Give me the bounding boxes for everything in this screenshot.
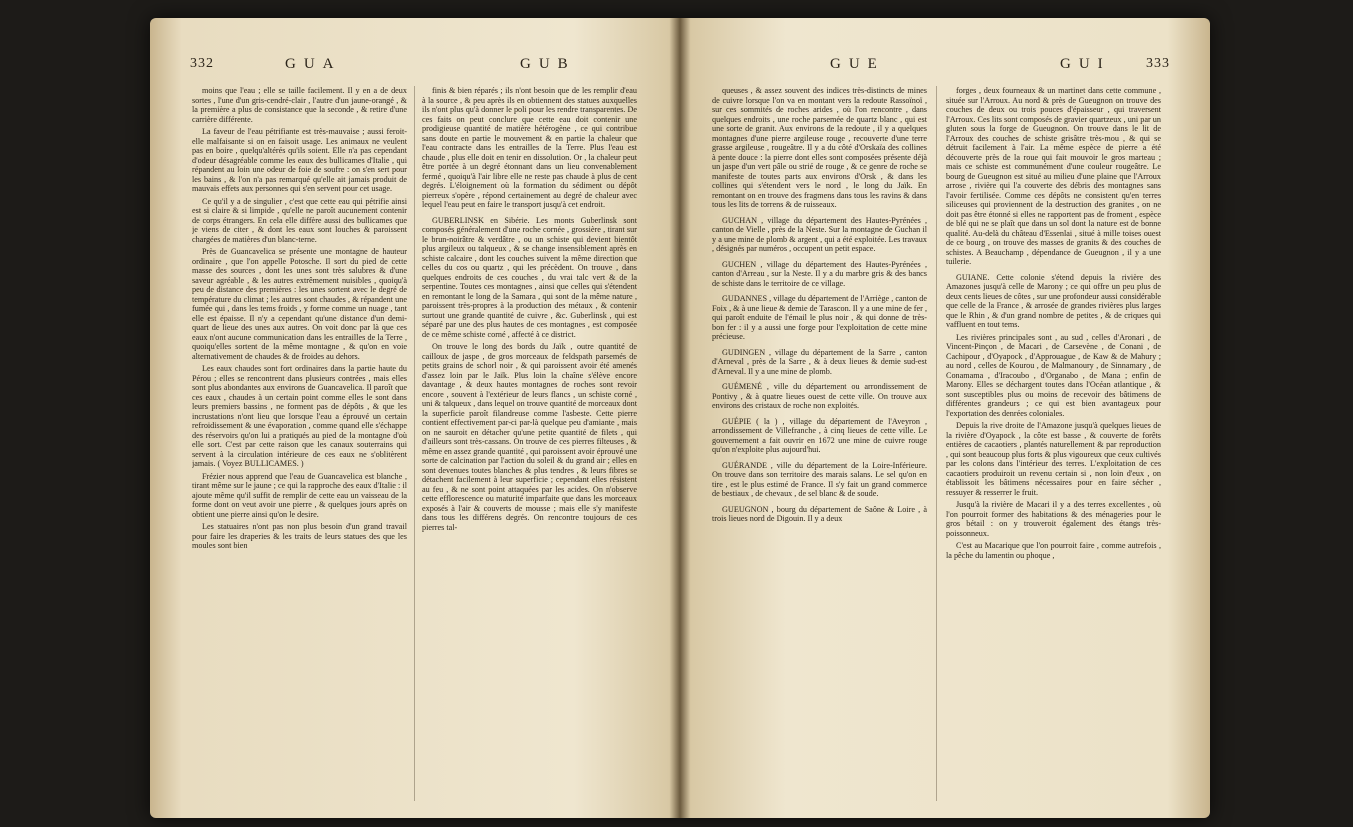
paragraph: La faveur de l'eau pétrifiante est très-mauvaise ; aussi feroit-elle malfaisante si on en faisoit usage. Les animaux ne veulent pas en boire , quelqu'altérés qu'ils soient. Elle n'a pas cependant d'odeur désagréable comme les eaux des bullicames d'Italie , qui répandent au loin une odeur de foie de soufre : on s'en sert pour les bains , & l'on n'a pas remarqué qu'elle ait jamais produit de mauvais effets aux personnes qui s'en servent pour cet usage.	[192, 127, 407, 193]
entry-gueugnon: GUEUGNON , bourg du département de Saône & Loire , à trois lieues nord de Digouin. Il y a deux	[712, 504, 927, 523]
running-head-gua: GUA	[285, 56, 342, 72]
entry-guiane: GUIANE. Cette colonie s'étend depuis la rivière des Amazones jusqu'à celle de Marony ; ce qui offre un peu plus de deux cents lieues de côtes , sur une profondeur aussi considérable que celle de la France , & arrosée de grandes rivières plus larges que le Rhin , & d'un grand nombre de petites , & de criques qui vaffluent en tout tems.	[946, 272, 1161, 329]
left-page-column-1	[192, 86, 407, 806]
entry-gudingen: GUDINGEN , village du département de la Sarre , canton d'Arneval , près de la Sarre , & à deux lieues & demie sud-est d'Arneval. Il y a une mine de plomb.	[712, 347, 927, 376]
paragraph: Les statuaires n'ont pas non plus besoin d'un grand travail pour faire les draperies & les traits de leurs statues des que les moules sont bien	[192, 522, 407, 550]
right-page-header	[720, 56, 1170, 80]
entry-guepie: GUÉPIE ( la ) , village du département de l'Aveyron , arrondissement de Villefranche , à cinq lieues de cette ville. Le gouvernement a fait ouvrir en 1672 une mine de cuivre rouge qu'on n'exploite plus aujourd'hui.	[712, 416, 927, 454]
paragraph: finis & bien réparés ; ils n'ont besoin que de les remplir d'eau à la source , & peu après ils en obtiennent des statues auxquelles ils n'ont plus qu'à donner le poli pour les rendre transparentes. De ces faits on peut conclure que cette eau doit contenir une prodigieuse quantité de matière hétérogène , ce qui contribue sans doute en partie le mouvement & en partie la chaleur que l'eau contracte dans les entrailles de la Terre. Plus l'eau est chaude , plus elle doit en tenir en dissolution. Or , la chaleur peut être portée à un degré étonnant dans un lieu convenablement fermé , quoiqu'à l'air libre elle ne reste pas chaude à plus de cent degrés. L'éloignement où la formation du sédiment ou dépôt pierreux s'opère , répond certainement au degré de chaleur avec lequel l'eau peut en faire le transport jusqu'à cet endroit.	[422, 86, 637, 209]
paragraph: queuses , & assez souvent des indices très-distincts de mines de cuivre lorsque l'on va en montant vers la redoute Rassoïnoï , sur ces sommités de roches arides , où l'on rencontre , dans quelques endroits , une roche parsemée de quartz blanc , qui est une sorte de granit. Aux environs de la redoute , il y a quelques montagnes d'une pierre argileuse rouge , recouverte d'une terre grasse argileuse , rougeâtre. Il y a du côté d'Orskaïa des collines à pente douce : la pierre dont elles sont composées présente déjà un jaspe d'un vert pâle ou strié de rouge , & ce genre de roche se manifeste de toutes parts aux environs d'Orsk , & dans les collines qui s'étendent vers le nord , le long du Jaïk. En remontant on en trouve des fragmens dans tous les ravins & dans tous les lits de torrens & de ruisseaux.	[712, 86, 927, 209]
paragraph: Depuis la rive droite de l'Amazone jusqu'à quelques lieues de la rivière d'Oyapock , la côte est basse , & couverte de forêts entières de cacaotiers , plantés naturellement & par reproduction , qui sont beaucoup plus forts & plus vigoureux que ceux cultivés par les colons dans l'intérieur des terres. L'exploitation de ces cacaotiers produiroit un revenu certain si , non loin d'eux , on établissoit les bâtimens nécessaires pour en faire sécher , ressuyer & resserrer le fruit.	[946, 421, 1161, 497]
right-page	[680, 18, 1210, 818]
paragraph: Les eaux chaudes sont fort ordinaires dans la partie haute du Pérou ; elles se rencontrent dans plusieurs contrées , mais elles sont plus abondantes aux environs de Guancavelica. Il paroît que ces eaux , chaudes à un certain point comme elles le sont dans leurs premiers bassins , ne forment pas de dépôts , & que les incrustations n'ont lieu que lorsque l'eau a éprouvé un certain refroidissement & une évaporation , comme quand elle s'échappe des réservoirs qu'on lui a pratiqués au pied de la montagne d'où elle sort. C'est par cette raison que les canaux souterrains qui servent à la circulation intérieure de ces eaux ne s'oblitèrent jamais. ( Voyez BULLICAMES. )	[192, 364, 407, 468]
paragraph: Près de Guancavelica se présente une montagne de hauteur ordinaire , que l'on appelle Potosche. Il sort du pied de cette masse des sources , dont les unes sont très salubres & d'une saveur agréable , & les autres extrêmement nuisibles , quoiqu'à peu de distance des premières : les unes sortent avec le degré de température du climat ; les autres sont chaudes , & répandent une fumée qui , dans les tems froids , y forme comme un nuage , tant elle est épaisse. Il n'y a cependant qu'une distance d'un demi-quart de lieue des unes aux autres. On voit donc par là que ces eaux n'ont aucune communication dans les entrailles de la Terre , quoiqu'elles sortent de la même montagne , & qu'on en voie alternativement de chaudes & de froides au dehors.	[192, 247, 407, 361]
running-head-gub: GUB	[520, 56, 576, 72]
entry-gudannes: GUDANNES , village du département de l'Arriège , canton de Foix , & à une lieue & demie de Tarascon. Il y a une mine de fer , qui paroît enduite de l'émail le plus noir , & qui donne de très-bon fer : il y a aussi une forge pour l'exploitation de cette mine précieuse.	[712, 294, 927, 341]
open-book	[150, 18, 1210, 818]
page-number-right: 333	[1146, 56, 1170, 71]
paragraph: forges , deux fourneaux & un martinet dans cette commune , située sur l'Arroux. Au nord & près de Gueugnon on trouve des couches de deux ou trois pouces d'épaisseur , qui traversent l'Arroux. Ces lits sont composés de gravier quartzeux , uni par un gluten sous la forge de Gueugnon. On trouve dans le lit de l'Arroux des couches de schiste grisâtre très-mou , & qui se détruit facilement à l'air. La même espèce de pierre a été découverte près de la roue qui fait mouvoir le gros marteau ; mais ce schiste est communément d'une couleur rougeâtre. Le bourg de Gueugnon est situé au milieu d'une plaine que l'Arroux arrose , rivière qui l'a couverte des débris des montagnes sans l'avoir fertilisée. Comme ces dépôts ne consistent qu'en terres siliceuses qui proviennent de la destruction des granites , on ne doit pas être étonné si elles ne rapportent pas de froment , espèce de blé qui ne se plaît que dans un sol dont la nature est de bonne qualité. Au-delà du château d'Essenlai , situé à mille toises ouest de ce bourg , on trouve des masses de granits & des couches de schistes. A Beauchamp , dépendance de Gueugnon , il y a une tuilerie.	[946, 86, 1161, 266]
left-page	[150, 18, 680, 818]
paragraph: Jusqu'à la rivière de Macari il y a des terres excellentes , où l'on pourroit former des habitations & des ménageries pour le gros bétail : on y trouveroit également des étangs très-poissonneux.	[946, 500, 1161, 538]
left-page-column-2	[422, 86, 637, 806]
running-head-gui: GUI	[1060, 56, 1111, 72]
paragraph: Ce qu'il y a de singulier , c'est que cette eau qui pétrifie ainsi est si claire & si limpide , qu'elle ne paroît aucunement contenir de corps étrangers. En cela elle diffère aussi des bullicames que je viens de citer , & dont les eaux sont louches & paroissent chargées de matières d'un blanc-terne.	[192, 196, 407, 244]
right-page-column-1	[712, 86, 927, 806]
entry-guchan: GUCHAN , village du département des Hautes-Pyrénées , canton de Vielle , près de la Neste. Sur la montagne de Guchan il y a une mine de plomb & argent , qui a été exploitée. Les travaux , désignés par numéros , occupent un petit espace.	[712, 215, 927, 253]
left-page-header	[190, 56, 640, 80]
paragraph: On trouve le long des bords du Jaïk , outre quantité de cailloux de jaspe , de gros morceaux de feldspath parsemés de petits grains de schorl noir , & qui paroissent avoir été amenés d'assez loin par le Jaïk. Plus loin la chaîne s'élève encore davantage , & deux hautes montagnes de roches sont revoir encore , souvent à l'extérieur de leurs flancs , un schiste corné , uni & talqueux , dans lequel on trouve quantité de morceaux dont la superficie paroît filandreuse comme l'asbeste. Cette pierre contient effectivement par-ci par-là quelque peu d'amiante , mais on ne sauroit en détacher qu'une petite quantité de filets , qui d'ailleurs sont très-cassans. On trouve de ces pierres filteuses , & même en assez grande quantité , qui paroissent avoir éprouvé une sorte de calcination par l'action du soleil & du grand air ; elles en sont devenues toutes blanches & plus tendres , & leurs fibres se détachent facilement à leur superficie ; cependant elles résistent au feu , & ne sont point attaquées par les acides. On n'observe cette efflorescence ou maturité imparfaite que dans les morceaux exposés à l'air & couverts de mousse ; mais elle s'y manifeste dans tous les différens degrés. On rencontre toujours de ces pierres tal-	[422, 342, 637, 532]
page-number-left: 332	[190, 56, 214, 71]
entry-guberlinsk: GUBERLINSK en Sibérie. Les monts Guberlinsk sont composés généralement d'une roche cornée , grossière , tirant sur le brun-noirâtre & verdâtre , ou un schiste qui devient bientôt plus argileux ou talqueux , & se change insensiblement après en schiste calcaire , dont les couches suivent la même direction que celles du cos ou quartz , qui les précèdent. On trouve , dans quelques endroits de ces couches , du vrai talc vert & de la serpentine. Toutes ces montagnes , ainsi que celles qui s'étendent en remontant le long de la Samara , qui sont de la même nature , paroissent très-propres à la production des métaux , & contenir surtout une grande quantité de cuivre , &c. Guberlinsk , qui est séparé par une des plus hautes de ces montagnes , est composée de ce même schiste corné , affecté à ce district.	[422, 215, 637, 339]
running-head-gue: GUE	[830, 56, 885, 72]
paragraph: moins que l'eau ; elle se taille facilement. Il y en a de deux sortes , l'une d'un gris-cendré-clair , l'autre d'un jaune-orangé , & la première a plus de consistance que la seconde , & retire d'une carrière différente.	[192, 86, 407, 124]
entry-guemene: GUÉMENÉ , ville du département ou arrondissement de Pontivy , & à quatre lieues ouest de cette ville. On trouve aux environs des cristaux de roche non exploités.	[712, 382, 927, 410]
column-divider	[414, 86, 415, 801]
paragraph: Les rivières principales sont , au sud , celles d'Aronari , de Vincent-Pinçon , de Macari , de Carsevène , de Conani , de Cachipour , d'Oyapock , d'Approuague , de Kaw & de Mahury ; au nord , celles de Kourou , de Malmanoury , de Sinnamary , de Conamama , d'Iracoubo , d'Organabo , de Mana ; enfin de Marony. Elles se déchargent toutes dans l'Océan atlantique , & sont susceptibles plus ou moins de recevoir des bâtimens de différentes grandeurs ; ce qui est bien avantageux pour l'exportation des denrées coloniales.	[946, 332, 1161, 418]
column-divider	[936, 86, 937, 801]
entry-guchen: GUCHEN , village du département des Hautes-Pyrénées , canton d'Arreau , sur la Neste. Il y a du marbre gris & des bancs de schiste dans le territoire de ce village.	[712, 259, 927, 288]
paragraph: Frézier nous apprend que l'eau de Guancavelica est blanche , tirant même sur le jaune ; ce qui la rapproche des eaux d'Italie : il ajoute même qu'il suffit de remplir de cette eau un vaisseau de la forme dont on veut avoir une pierre , & quelques jours après on obtient une pierre ainsi qu'on le desire.	[192, 471, 407, 519]
paragraph: C'est au Macarique que l'on pourroit faire , comme autrefois , la pêche du lamentin ou phoque ,	[946, 541, 1161, 560]
entry-guerande: GUÉRANDE , ville du département de la Loire-Inférieure. On trouve dans son territoire des marais salans. Le sel qu'on en tire , est le plus estimé de France. Il s'y fait un grand commerce de bestiaux , de chevaux , de sel blanc & de soude.	[712, 460, 927, 498]
right-page-column-2	[946, 86, 1161, 806]
